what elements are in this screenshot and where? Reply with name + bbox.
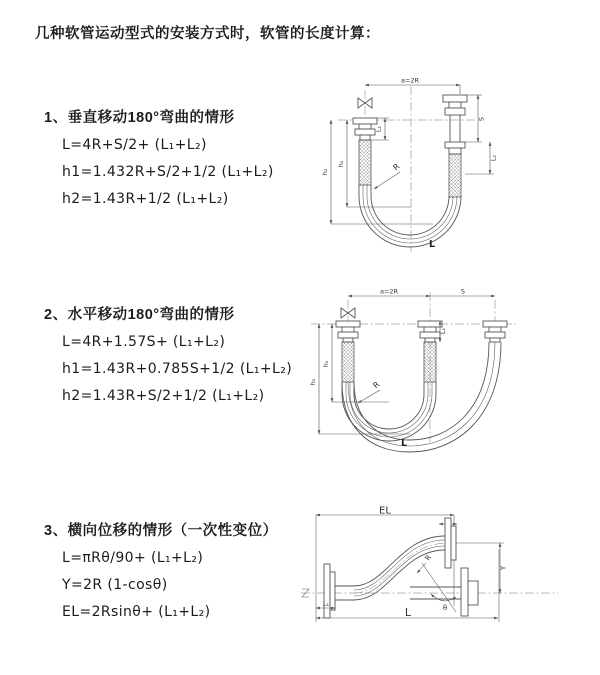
page-title: 几种软管运动型式的安装方式时，软管的长度计算：: [35, 26, 380, 42]
u-hose-original: [342, 379, 436, 441]
formula-h2: h2=1.43R+1/2 (L₁+L₂): [62, 191, 229, 207]
dim-label-a2r: a=2R: [379, 287, 399, 296]
dimension-el: [316, 506, 454, 517]
dim-label-s: S: [460, 287, 466, 296]
radius-leader: [358, 380, 382, 403]
dim-label-l1: L₁: [439, 327, 447, 335]
braided-hose-section: [424, 342, 436, 382]
section-2-heading: 2、水平移动180°弯曲的情形: [44, 307, 235, 323]
section-3-heading: 3、横向位移的情形（一次性变位）: [44, 523, 278, 539]
dimension-h2: [321, 120, 433, 224]
dim-label-l: L: [428, 239, 436, 250]
dim-label-h2: h₂: [309, 378, 317, 386]
left-flange: [324, 564, 354, 618]
dim-label-l: L: [400, 438, 408, 449]
dimension-s: [465, 95, 486, 142]
section-horizontal-movement: [44, 303, 292, 414]
u-hose: [359, 185, 461, 247]
dim-label-r: R: [391, 161, 402, 173]
dim-label-y: Y: [499, 565, 508, 571]
formula-length: L=πRθ/90+ (L₁+L₂): [62, 550, 204, 566]
diagram-vertical-180-bend: [308, 72, 513, 257]
dim-label-l1: L₁: [322, 600, 330, 608]
s-curve-hose: [354, 536, 448, 600]
dimension-s: [430, 288, 495, 297]
braided-hose-section: [342, 342, 354, 382]
dimension-a-2r: [365, 77, 460, 95]
section-1-heading: 1、垂直移动180°弯曲的情形: [44, 110, 235, 126]
formula-y: Y=2R (1-cosθ): [62, 577, 168, 593]
upper-right-flange: [445, 518, 456, 568]
dim-label-el: EL: [379, 506, 391, 517]
dim-label-s: S: [477, 116, 486, 122]
diagram-horizontal-180-bend: [306, 284, 521, 456]
braided-hose-section: [359, 140, 371, 185]
left-flange-assembly: [336, 321, 360, 382]
angle-theta: [422, 563, 456, 612]
right-flange-assembly: [443, 95, 467, 197]
section-vertical-movement: [44, 106, 274, 217]
dim-label-a2r: a=2R: [400, 76, 420, 85]
dim-label-l2: L₂: [489, 154, 498, 162]
formula-h1: h1=1.43R+0.785S+1/2 (L₁+L₂): [62, 361, 293, 377]
diagram-lateral-displacement: [298, 506, 563, 646]
dimension-h2: [309, 324, 410, 434]
radius-leader: [374, 162, 402, 189]
formula-length: L=4R+1.57S+ (L₁+L₂): [62, 334, 226, 350]
formula-h1: h1=1.432R+S/2+1/2 (L₁+L₂): [62, 164, 274, 180]
dimension-a-2r: [348, 288, 430, 297]
braided-hose-section: [449, 154, 461, 197]
left-flange-assembly: [353, 118, 377, 185]
dim-label-h1: h₁: [337, 160, 345, 168]
dim-label-r: R: [371, 379, 382, 391]
dimension-y: [500, 543, 508, 593]
dim-label-l1: L₁: [374, 125, 383, 133]
formula-length: L=4R+S/2+ (L₁+L₂): [62, 137, 207, 153]
dimension-l2: [465, 142, 498, 174]
formula-el: EL=2Rsinθ+ (L₁+L₂): [62, 604, 211, 620]
dimension-l: [316, 606, 498, 619]
dim-label-theta: θ: [442, 604, 448, 612]
dim-label-h2: h₂: [321, 168, 329, 176]
dim-label-l: L: [404, 606, 412, 619]
dim-label-r: R: [423, 553, 434, 563]
section-lateral-displacement: [44, 519, 278, 630]
formula-h2: h2=1.43R+S/2+1/2 (L₁+L₂): [62, 388, 265, 404]
right-flange-assembly: [483, 321, 507, 342]
dim-label-h1: h₁: [322, 360, 330, 368]
